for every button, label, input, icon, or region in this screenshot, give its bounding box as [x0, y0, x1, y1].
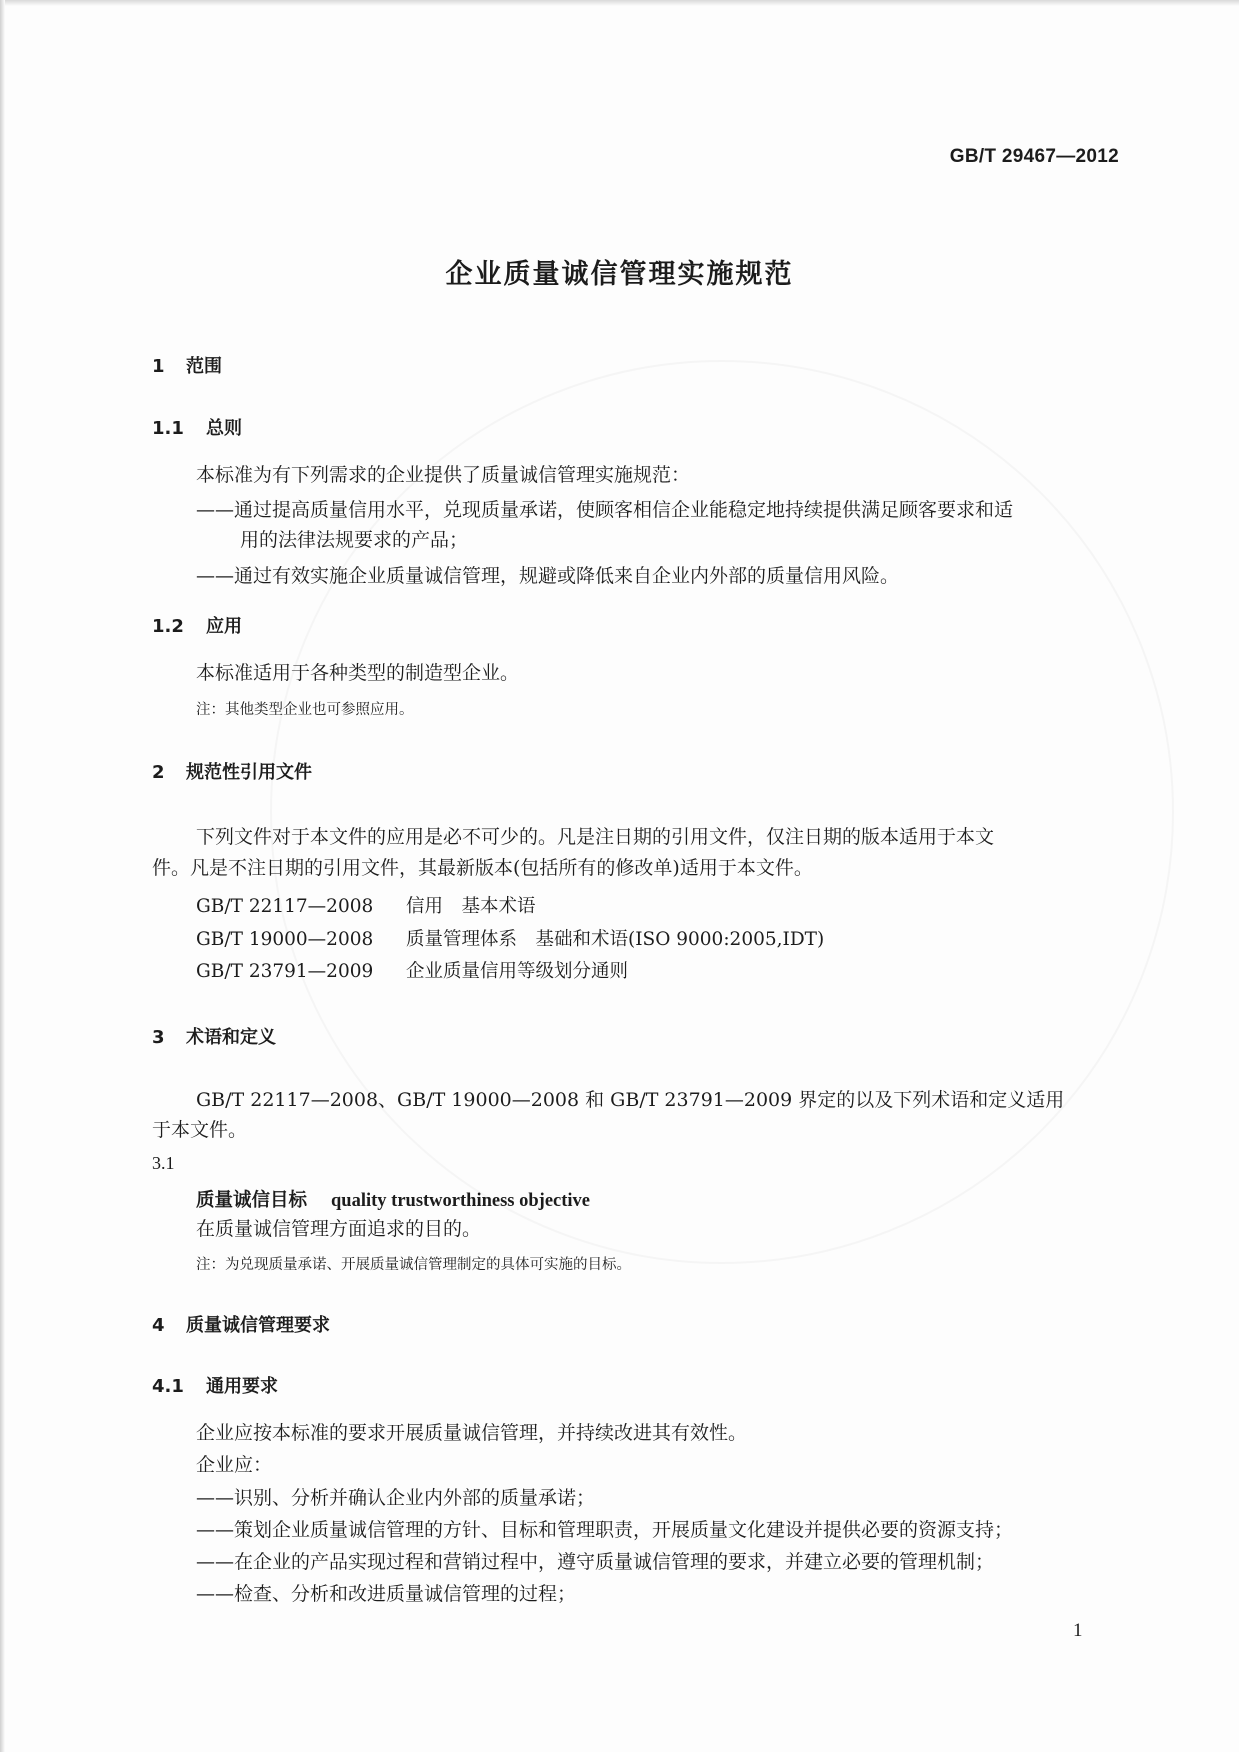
- term-chinese: 质量诚信目标: [196, 1190, 308, 1211]
- section-title: 范围: [186, 356, 222, 377]
- standard-code: GB/T 29467—2012: [949, 146, 1119, 167]
- section-number: 4.1: [152, 1376, 184, 1397]
- section-2-heading: [152, 758, 312, 784]
- requirement-item: ——检查、分析和改进质量诚信管理的过程；: [196, 1583, 577, 1605]
- term-note: 注：为兑现质量承诺、开展质量诚信管理制定的具体可实施的目标。: [196, 1257, 631, 1273]
- reference-item: [196, 957, 628, 983]
- term-english: quality trustworthiness objective: [331, 1191, 590, 1211]
- reference-item: [196, 925, 824, 951]
- section-1-1-heading: [152, 414, 242, 440]
- section-title: 术语和定义: [186, 1027, 276, 1048]
- requirement-item: ——在企业的产品实现过程和营销过程中，遵守质量诚信管理的要求，并建立必要的管理机制；: [196, 1551, 995, 1573]
- reference-code: GB/T 23791—2009: [196, 961, 374, 982]
- watermark-circle: [270, 360, 1174, 1264]
- scope-item-1-line-2: 用的法律法规要求的产品；: [240, 529, 469, 551]
- section-1-2-heading: [152, 612, 242, 638]
- application-note: 注：其他类型企业也可参照应用。: [196, 702, 414, 718]
- page-number: 1: [1073, 1620, 1083, 1641]
- term-definition: 在质量诚信管理方面追求的目的。: [196, 1218, 482, 1240]
- section-number: 1.2: [152, 616, 184, 637]
- section-4-1-heading: [152, 1372, 278, 1398]
- reference-code: GB/T 22117—2008: [196, 896, 374, 917]
- term-entry: [196, 1186, 590, 1212]
- general-requirements-lead: 企业应：: [196, 1454, 273, 1476]
- section-title: 质量诚信管理要求: [186, 1315, 330, 1336]
- section-number: 4: [152, 1315, 165, 1336]
- section-number: 3: [152, 1027, 165, 1048]
- terms-text-line-1: GB/T 22117—2008、GB/T 19000—2008 和 GB/T 23791—2009 界定的以及下列术语和定义适用: [196, 1089, 1065, 1111]
- section-title: 通用要求: [206, 1376, 278, 1397]
- scope-item-1-line-1: ——通过提高质量信用水平，兑现质量承诺，使顾客相信企业能稳定地持续提供满足顾客要求和适: [196, 499, 1014, 521]
- document-title: 企业质量诚信管理实施规范: [445, 259, 794, 290]
- section-4-heading: [152, 1311, 330, 1337]
- references-text-line-1: 下列文件对于本文件的应用是必不可少的。凡是注日期的引用文件，仅注日期的版本适用于本文: [196, 826, 995, 848]
- reference-code: GB/T 19000—2008: [196, 929, 374, 950]
- section-title: 总则: [206, 418, 242, 439]
- section-title: 规范性引用文件: [186, 762, 312, 783]
- terms-text-line-2: 于本文件。: [152, 1119, 248, 1141]
- section-title: 应用: [206, 616, 242, 637]
- reference-name: 质量管理体系 基础和术语(ISO 9000:2005,IDT): [406, 929, 825, 950]
- references-text-line-2: 件。凡是不注日期的引用文件，其最新版本(包括所有的修改单)适用于本文件。: [152, 857, 813, 879]
- section-number: 1: [152, 356, 165, 377]
- section-number: 2: [152, 762, 165, 783]
- requirement-item: ——策划企业质量诚信管理的方针、目标和管理职责，开展质量文化建设并提供必要的资源支持；: [196, 1519, 1014, 1541]
- scope-item-2: ——通过有效实施企业质量诚信管理，规避或降低来自企业内外部的质量信用风险。: [196, 565, 900, 587]
- scan-edge-top: [0, 0, 1239, 6]
- requirement-item: ——识别、分析并确认企业内外部的质量承诺；: [196, 1487, 596, 1509]
- reference-name: 信用 基本术语: [406, 896, 536, 917]
- reference-name: 企业质量信用等级划分通则: [406, 961, 629, 982]
- scope-intro: 本标准为有下列需求的企业提供了质量诚信管理实施规范：: [196, 464, 691, 486]
- reference-item: [196, 892, 536, 918]
- term-number: 3.1: [152, 1153, 175, 1173]
- section-3-heading: [152, 1023, 276, 1049]
- section-1-heading: [152, 352, 222, 378]
- application-text: 本标准适用于各种类型的制造型企业。: [196, 662, 520, 684]
- section-number: 1.1: [152, 418, 184, 439]
- general-requirements-text: 企业应按本标准的要求开展质量诚信管理，并持续改进其有效性。: [196, 1422, 748, 1444]
